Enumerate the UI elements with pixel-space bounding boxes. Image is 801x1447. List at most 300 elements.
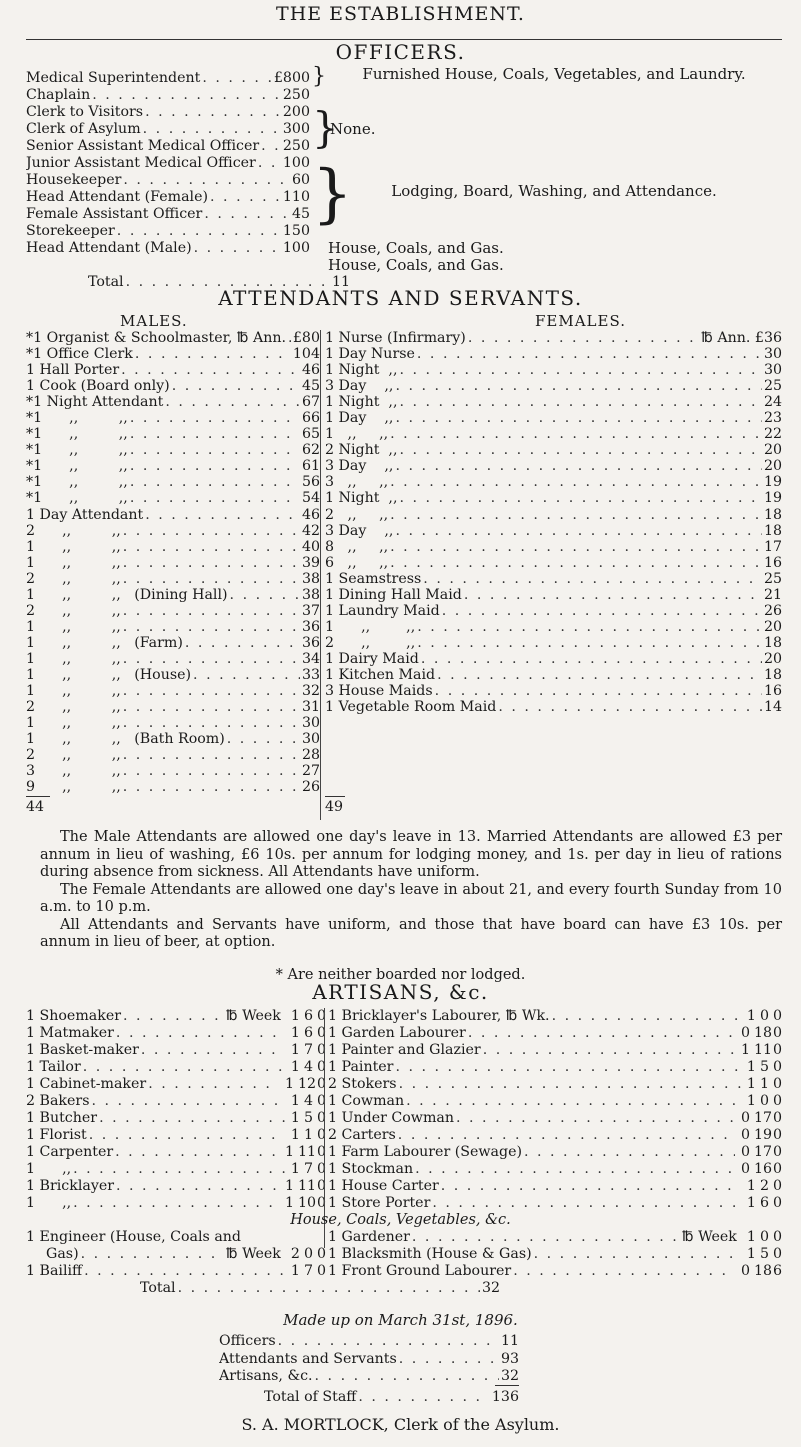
attendants-heading: ATTENDANTS AND SERVANTS. [218,286,583,310]
leader-dots [395,458,761,474]
list-row [26,426,320,442]
leader-dots [145,104,281,121]
list-row [26,394,320,410]
amount-pounds: 1 [290,1127,300,1143]
artisan-label: 1 ,, [26,1161,72,1177]
amount-pence: 0 [772,1161,782,1177]
row-value: ℔ Ann. £36 [701,330,782,346]
brace-lodging: } [312,157,353,231]
amount-shillings: 0 [759,1229,769,1245]
list-row [26,539,320,555]
artisan-label: 1 Painter [328,1059,394,1075]
row-label: 1 ,, ,, [26,618,121,635]
row-label: Junior Assistant Medical Officer [26,155,256,171]
amount-pence: 0 [772,1229,782,1245]
leader-dots [123,555,300,571]
list-row [325,442,782,458]
row-value: 27 [301,763,320,780]
leader-dots [123,523,300,539]
amount-shillings: 7 [303,1161,313,1177]
officers-heading: OFFICERS. [335,40,466,64]
row-label: 3 ,, ,, [26,763,121,780]
leader-dots [442,603,762,619]
row-label: 2 ,, ,, [26,570,121,587]
leader-dots [141,1042,285,1059]
leader-dots [123,1008,224,1025]
summary-total-value: 136 [491,1389,519,1405]
row-label: 2 ,, ,, [26,522,121,539]
leader-dots [513,1263,735,1280]
leader-dots [115,1144,279,1161]
row-label: 1 Night ,, [325,362,398,379]
artisan-row [26,1008,326,1025]
row-value: 46 [301,362,320,379]
leader-dots [130,442,300,458]
note-storekeeper: House, Coals, and Gas. [328,239,504,257]
note-paragraph-uniform: All Attendants and Servants have uniform, and those that have board can have £3 10s. per annum in lieu of beer, at option. [40,916,782,950]
leader-dots [121,362,300,378]
row-value: 34 [301,650,320,667]
note-lodging: Lodging, Board, Washing, and Attendance. [391,182,717,200]
amount-pence: 0 [316,1195,326,1211]
list-row [26,635,320,651]
list-row [26,490,320,506]
list-row [26,667,320,683]
amount-shillings: 11 [297,1144,317,1160]
list-row [325,651,782,667]
row-value: 24 [763,394,782,411]
list-row [26,70,310,87]
row-value: 32 [301,683,320,700]
row-value: 42 [301,522,320,539]
list-row [26,362,320,378]
leader-dots [204,206,290,223]
amount-shillings: 17 [753,1144,773,1160]
artisan-label: 1 Stockman [328,1161,414,1177]
row-value: 26 [763,602,782,619]
row-label: 3 Day ,, [325,378,394,395]
leader-dots [398,1127,735,1144]
list-row [26,779,320,795]
males-list [26,330,320,795]
artisan-row [328,1178,782,1195]
amount-pence: 0 [316,1059,326,1075]
brace-none: } [312,103,339,152]
amount-pence: 0 [316,1127,326,1143]
row-value: 62 [301,442,320,459]
artisan-label: 1 Cabinet-maker [26,1076,147,1092]
artisan-row [26,1246,326,1263]
leader-dots [123,172,290,189]
leader-dots [123,651,300,667]
list-row [26,747,320,763]
row-value: 60 [291,172,310,188]
amount-shillings: 0 [303,1246,313,1262]
artisan-label: 1 Florist [26,1127,87,1143]
amount-pounds: 1 [746,1178,756,1194]
row-value: 16 [763,683,782,700]
artisan-row [328,1076,782,1093]
amount-pounds: 1 [290,1008,300,1024]
leader-dots [524,1144,735,1161]
leader-dots [202,70,272,87]
artisan-label-line1: 1 Engineer (House, Coals and [26,1229,242,1245]
amount-shillings: 6 [759,1195,769,1211]
row-label: 3 House Maids [325,683,433,700]
artisan-row [328,1025,782,1042]
artisans-heading: ARTISANS, &c. [312,980,489,1004]
row-value: 20 [763,458,782,475]
leader-dots [227,731,300,747]
row-label: 9 ,, ,, [26,779,121,796]
leader-dots [89,1127,285,1144]
row-label: 1 ,, ,, [26,554,121,571]
list-row [325,587,782,603]
row-value: £80 [292,330,320,346]
artisan-label: 1 Painter and Glazier [328,1042,481,1058]
leader-dots [84,1263,285,1280]
artisan-label: 1 Front Ground Labourer [328,1263,512,1279]
list-row [325,571,782,587]
summary-rule [495,1385,519,1386]
artisan-row [328,1246,782,1263]
row-label: 1 Dairy Maid [325,650,419,667]
row-value: 36 [301,634,320,651]
row-label: 1 ,, ,, [325,618,416,635]
amount-pounds: 1 [746,1229,756,1245]
leader-dots [468,1025,735,1042]
leader-dots [399,394,761,410]
leader-dots [91,1093,284,1110]
row-label: *1 ,, ,, [26,442,128,459]
leader-dots [148,1076,279,1093]
amount-shillings: 11 [297,1178,317,1194]
leader-dots [288,330,291,346]
amount-pounds: 1 [746,1059,756,1075]
row-label: 1 Laundry Maid [325,602,440,619]
summary-heading: Made up on March 31st, 1896. [283,1311,518,1329]
officers-total-value: 11 [331,274,350,290]
list-row [325,346,782,362]
row-value: 56 [301,474,320,491]
row-value: 18 [763,666,782,683]
row-label: *1 Office Clerk [26,346,133,363]
note-superintendent: Furnished House, Coals, Vegetables, and Laundry. [362,65,746,83]
list-row [325,635,782,651]
amount-shillings: 0 [759,1093,769,1109]
row-value: 46 [301,506,320,523]
row-value: 37 [301,602,320,619]
amount-pence: 0 [772,1093,782,1109]
row-label: Clerk of Asylum [26,121,141,137]
amount-shillings: 7 [303,1263,313,1279]
artisan-row [26,1025,326,1042]
row-label: *1 Organist & Schoolmaster, ℔ Ann. [26,330,286,346]
artisan-label-line2: Gas) [46,1246,79,1262]
list-row [26,603,320,619]
artisan-row [328,1008,782,1025]
list-row [325,699,782,715]
amount-shillings: 6 [303,1008,313,1024]
row-label: 3 Day ,, [325,522,394,539]
amount-pence: 0 [316,1161,326,1177]
list-row [325,555,782,571]
row-label: Attendants and Servants [219,1350,397,1367]
notes [40,829,782,952]
amount-shillings: 6 [303,1025,313,1041]
amount-shillings: 4 [303,1093,313,1109]
leader-dots [390,474,762,490]
officers-total-label: Total [88,274,124,290]
leader-dots [415,1161,735,1178]
row-label: 1 Night ,, [325,394,398,411]
leader-dots [412,1229,680,1246]
amount-pounds: 1 [746,1076,756,1092]
row-label: Senior Assistant Medical Officer [26,138,260,154]
amount-pence: 0 [772,1144,782,1160]
summary-list [219,1333,519,1386]
artisan-row [328,1229,782,1246]
amount-pence: 0 [772,1059,782,1075]
row-label: *1 ,, ,, [26,426,128,443]
row-label: Head Attendant (Female) [26,189,209,205]
leader-dots [399,490,761,506]
row-value: 93 [500,1350,519,1367]
leader-dots [483,1042,735,1059]
list-row [26,155,310,172]
leader-dots [92,87,281,104]
amount-shillings: 1 [759,1076,769,1092]
amount-pounds: 1 [284,1195,294,1211]
leader-dots [123,779,300,795]
officers-list [26,70,310,257]
row-value: 30 [301,715,320,732]
females-heading: FEMALES. [535,312,626,330]
amount-shillings: 18 [753,1025,773,1041]
row-value: 14 [763,699,782,716]
leader-dots [145,507,300,523]
leader-dots [99,1110,285,1127]
row-label: *1 ,, ,, [26,410,128,427]
list-row [26,683,320,699]
row-label: Artisans, &c. [219,1368,313,1384]
amount-pence: 0 [772,1076,782,1092]
leader-dots [123,603,300,619]
leader-dots [123,763,300,779]
list-row [26,223,310,240]
leader-dots [432,1195,741,1212]
artisan-label: 1 Matmaker [26,1025,114,1041]
note-none: None. [330,120,376,138]
amount-pounds: 1 [290,1025,300,1041]
row-label: 1 ,, ,, [325,426,389,443]
females-list [325,330,782,715]
amount-pounds: 1 [746,1093,756,1109]
row-value: 104 [292,346,320,363]
list-row [219,1333,519,1351]
row-label: 8 ,, ,, [325,538,389,555]
list-row [325,394,782,410]
list-row [26,378,320,394]
row-label: Head Attendant (Male) [26,240,192,256]
artisan-row [328,1110,782,1127]
artisan-label: 1 Tailor [26,1059,81,1075]
leader-dots [123,619,300,635]
leader-dots [406,1093,741,1110]
row-value: 66 [301,410,320,427]
row-value: 30 [763,346,782,363]
row-value: 22 [763,426,782,443]
row-label: 2 ,, ,, [26,747,121,764]
list-row [325,683,782,699]
artisan-label: 1 Shoemaker [26,1008,122,1024]
list-row [26,87,310,104]
artisan-label: 1 Store Porter [328,1195,431,1211]
amount-shillings: 16 [753,1161,773,1177]
artisan-row [328,1042,782,1059]
artisan-label: 1 Bailiff [26,1263,83,1279]
row-value: 30 [301,731,320,748]
leader-dots [123,683,300,699]
leader-dots [83,1059,285,1076]
row-label: 1 ,, ,, (Farm) [26,634,183,651]
leader-dots [441,1178,741,1195]
males-heading: MALES. [120,312,188,330]
leader-dots [73,1161,285,1178]
list-row [26,138,310,155]
row-label: 2 ,, ,, [26,699,121,716]
leader-dots [423,571,762,587]
row-label: 1 ,, ,, [26,650,121,667]
artisan-label: 1 Butcher [26,1110,98,1126]
list-row [325,378,782,394]
artisan-row [26,1042,326,1059]
artisan-row [26,1059,326,1076]
artisan-row [26,1110,326,1127]
row-value: 25 [763,378,782,395]
artisan-row [328,1263,782,1280]
row-label: 1 ,, ,, [26,715,121,732]
leader-dots [165,394,300,410]
artisan-row [26,1178,326,1195]
row-value: 38 [301,570,320,587]
list-row [325,330,782,346]
amount-pence: 0 [316,1025,326,1041]
list-row [325,474,782,490]
artisan-label: 1 Bricklayer [26,1178,115,1194]
row-label: *1 ,, ,, [26,474,128,491]
row-label: *1 ,, ,, [26,458,128,475]
amount-pence: 0 [772,1110,782,1126]
row-label: *1 ,, ,, [26,490,128,507]
row-value: 250 [282,138,310,154]
list-row [219,1351,519,1369]
leader-dots [399,442,761,458]
row-label: Housekeeper [26,172,122,188]
amount-pence: 0 [772,1008,782,1024]
row-label: 1 ,, ,, (Bath Room) [26,731,225,748]
amount-pounds: 1 [290,1093,300,1109]
amount-shillings: 12 [297,1076,317,1092]
row-value: 32 [500,1368,519,1384]
leader-dots [395,1059,740,1076]
leader-dots [123,699,300,715]
list-row [26,410,320,426]
row-label: 2 ,, ,, [325,506,389,523]
list-row [219,1368,519,1386]
leader-dots [399,362,761,378]
per-week: ℔ Week [225,1246,281,1262]
row-label: 1 ,, ,, [26,538,121,555]
list-row [26,104,310,121]
leader-dots [390,507,762,523]
list-row [325,539,782,555]
amount-pence: 0 [316,1042,326,1058]
list-row [26,121,310,138]
artisans-right [328,1008,782,1212]
artisan-label: 1 ,, [26,1195,72,1211]
row-label: 1 Kitchen Maid [325,666,436,683]
leader-dots [534,1246,741,1263]
artisan-label: 1 Blacksmith (House & Gas) [328,1246,532,1262]
page-title: THE ESTABLISHMENT. [276,3,525,25]
amount-shillings: 5 [303,1110,313,1126]
row-value: 200 [282,104,310,120]
leader-dots [172,378,300,394]
amount-pence: 0 [772,1042,782,1058]
leader-dots [130,426,300,442]
artisan-row [26,1161,326,1178]
artisans-italic-heading: House, Coals, Vegetables, &c. [290,1212,511,1228]
row-value: 17 [763,538,782,555]
leader-dots [417,346,762,362]
row-value: 31 [301,699,320,716]
row-value: 25 [763,570,782,587]
leader-dots [230,587,300,603]
row-value: 18 [763,522,782,539]
row-value: 45 [301,378,320,395]
artisans-left [26,1008,326,1212]
row-value: 18 [763,634,782,651]
row-label: 1 Dining Hall Maid [325,586,462,603]
amount-pounds: 1 [746,1246,756,1262]
leader-dots [116,1178,279,1195]
artisan-row [26,1076,326,1093]
artisan-row [26,1127,326,1144]
list-row [26,523,320,539]
leader-dots [135,346,291,362]
row-label: 3 Day ,, [325,458,394,475]
row-value: 100 [282,240,310,256]
artisan-row [328,1195,782,1212]
leader-dots [123,539,300,555]
artisans-total-value: 32 [481,1280,500,1296]
row-value: 20 [763,618,782,635]
row-label: Medical Superintendent [26,70,201,86]
list-row [325,619,782,635]
leader-dots [258,155,281,172]
artisan-row [328,1059,782,1076]
row-value: 33 [301,666,320,683]
row-label: *1 Night Attendant [26,394,164,411]
list-row [26,715,320,731]
row-label: 1 Hall Porter [26,362,120,379]
amount-pounds: 1 [290,1042,300,1058]
row-value: 36 [301,618,320,635]
leader-dots [315,1368,499,1386]
leader-dots [117,223,281,240]
note-paragraph-female: The Female Attendants are allowed one day's leave in about 21, and every fourth Sunday from 10 a.m. to 10 p.m. [40,881,782,915]
